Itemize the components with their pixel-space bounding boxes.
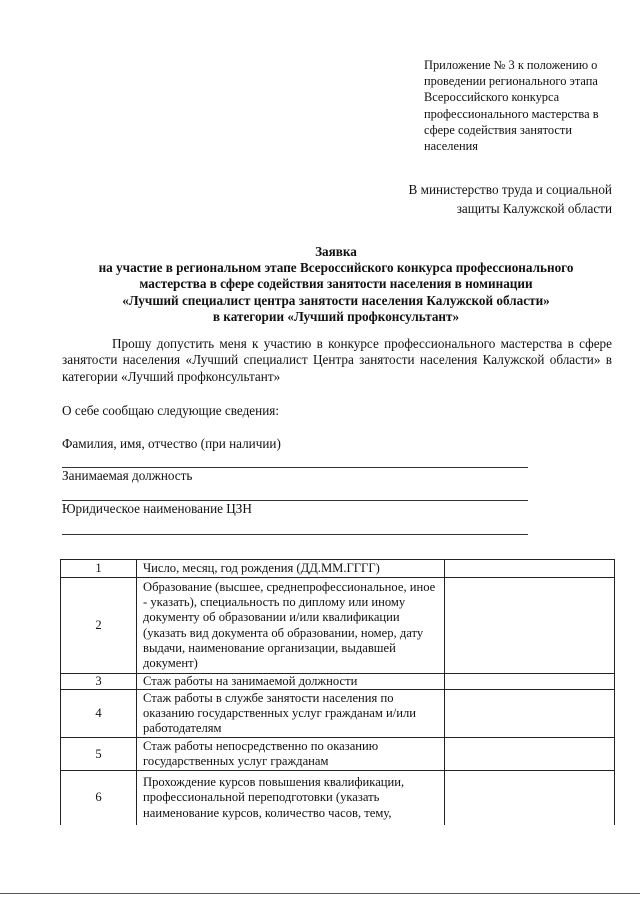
full-name-label: Фамилия, имя, отчество (при наличии)	[62, 436, 281, 451]
title-line: на участие в региональном этапе Всероссийского конкурса профессионального	[98, 260, 574, 276]
row-number: 1	[61, 560, 137, 578]
table-row	[61, 560, 615, 578]
document-title	[58, 244, 614, 325]
table-row	[61, 674, 615, 690]
appendix-line: Приложение № 3 к положению о	[424, 58, 598, 72]
title-line: в категории «Лучший профконсультант»	[212, 308, 460, 324]
row-label: Стаж работы непосредственно по оказанию государственных услуг гражданам	[137, 738, 445, 771]
row-value-cell	[445, 690, 615, 738]
row-value-cell	[445, 738, 615, 771]
row-label: Стаж работы в службе занятости населения по оказанию государственных услуг гражданам и/или работодателям	[137, 690, 445, 738]
row-number: 6	[61, 771, 137, 825]
row-number: 5	[61, 738, 137, 771]
title-line: мастерства в сфере содействия занятости населения в номинации	[139, 276, 533, 292]
row-value-cell	[445, 578, 615, 674]
appendix-note	[424, 57, 614, 154]
intro-text: О себе сообщаю следующие сведения:	[62, 403, 280, 418]
addressee	[360, 180, 612, 218]
table-row	[61, 771, 615, 825]
title-line: «Лучший специалист центра занятости населения Калужской области»	[122, 292, 550, 308]
row-label: Образование (высшее, среднепрофессиональное, иное - указать), специальность по диплому или иному документу об образовании и/или квалификации (указать вид документа об образовании, номер, дату выдачи, наименование организации, выдавшей документ)	[137, 578, 445, 674]
row-value-cell	[445, 560, 615, 578]
legal-name-line	[62, 534, 528, 535]
row-value-cell	[445, 674, 615, 690]
position-label: Занимаемая должность	[62, 468, 193, 483]
appendix-line: проведении регионального этапа	[424, 74, 598, 89]
row-label: Стаж работы на занимаемой должности	[137, 674, 445, 690]
table-row	[61, 578, 615, 674]
row-label: Прохождение курсов повышения квалификации, профессиональной переподготовки (указать наименование курсов, количество часов, тему,	[137, 771, 445, 825]
appendix-line: сфере содействия занятости	[424, 122, 572, 137]
row-label: Число, месяц, год рождения (ДД.ММ.ГГГГ)	[137, 560, 445, 578]
appendix-line: населения	[424, 139, 478, 154]
table-row	[61, 738, 615, 771]
request-paragraph: Прошу допустить меня к участию в конкурсе профессионального мастерства в сфере занятости населения «Лучший специалист Центра занятости населения Калужской области» в категории «Лучший профконсультант»	[62, 336, 612, 384]
appendix-line: профессионального мастерства в	[424, 106, 599, 121]
appendix-line: Всероссийского конкурса	[424, 90, 560, 105]
page-bottom-rule	[0, 893, 640, 894]
row-number: 2	[61, 578, 137, 674]
addressee-line-2: защиты Калужской области	[456, 201, 612, 216]
row-number: 3	[61, 674, 137, 690]
row-number: 4	[61, 690, 137, 738]
addressee-line-1: В министерство труда и социальной	[408, 182, 612, 197]
info-table	[60, 559, 615, 825]
table-row	[61, 690, 615, 738]
title-heading: Заявка	[315, 244, 357, 259]
row-value-cell	[445, 771, 615, 825]
legal-name-label: Юридическое наименование ЦЗН	[62, 501, 252, 516]
